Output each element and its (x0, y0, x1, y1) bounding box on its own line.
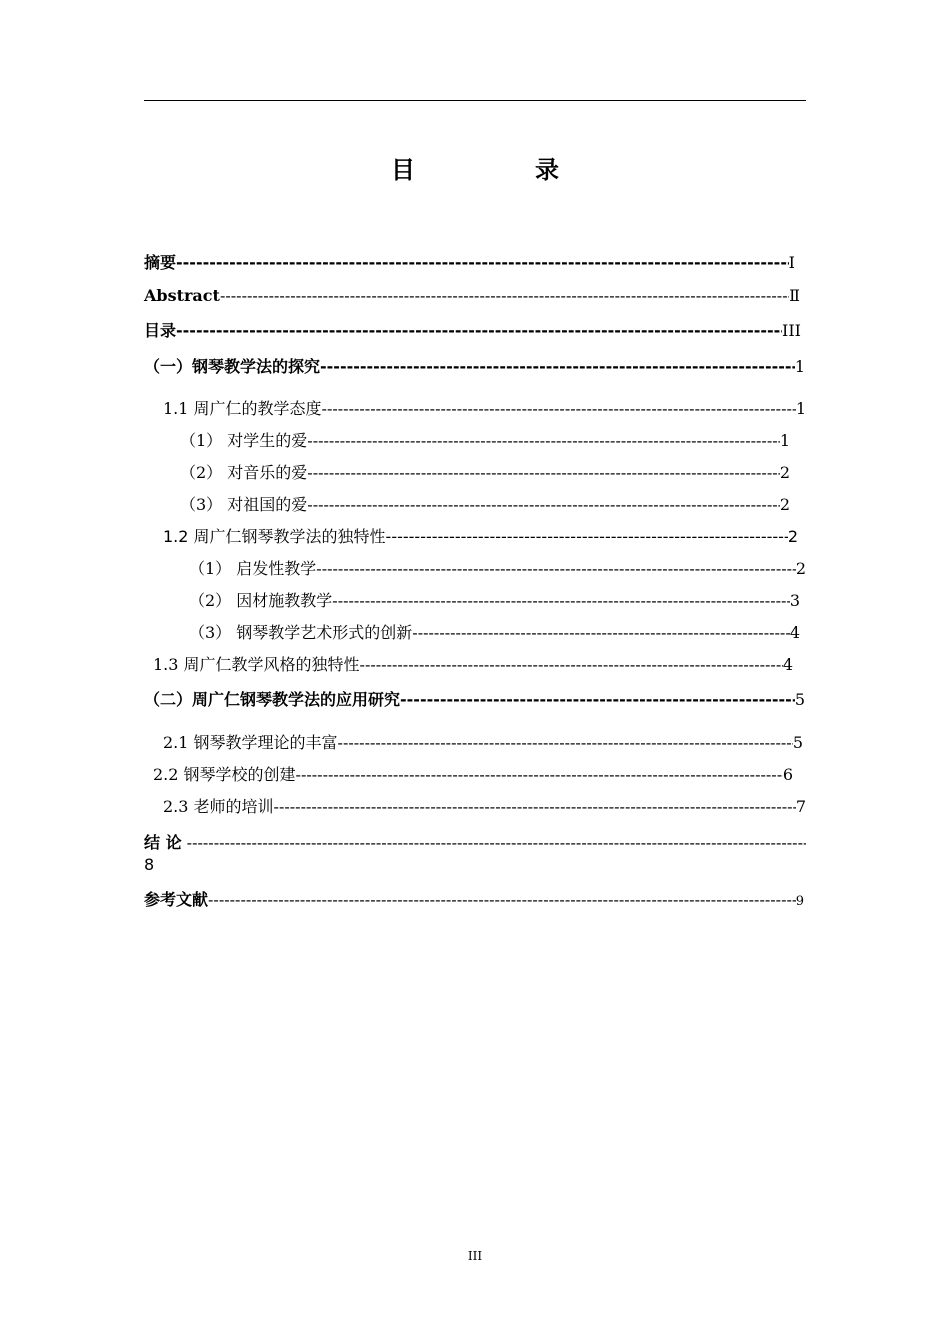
toc-entry-section-2-3[interactable] (163, 797, 806, 817)
toc-page-number: 4 (782, 655, 793, 674)
toc-entry-section-1-1[interactable] (163, 399, 806, 419)
toc-label: 2.2 钢琴学校的创建 (153, 765, 296, 784)
toc-entry-contents[interactable] (144, 321, 801, 341)
toc-page-number: 1 (779, 431, 790, 450)
toc-page-number: 5 (792, 733, 803, 752)
toc-entry-references[interactable] (144, 890, 804, 912)
toc-label: 1.2 周广仁钢琴教学法的独特性 (163, 527, 386, 546)
toc-label: （2） 对音乐的爱 (180, 463, 308, 482)
toc-label: 1.3 周广仁教学风格的独特性 (153, 655, 360, 674)
toc-page-number: III (782, 321, 801, 340)
toc-entry-abstract-cn[interactable] (144, 253, 795, 273)
toc-page-number: Ⅱ (789, 286, 800, 305)
toc-label: 1.1 周广仁的教学态度 (163, 399, 322, 418)
toc-entry-item-1-2-3[interactable] (189, 623, 800, 643)
toc-leader (320, 357, 795, 377)
toc-page-number: 1 (794, 357, 805, 376)
toc-page-number: 7 (795, 797, 806, 816)
toc-label: Abstract (144, 286, 220, 305)
toc-entry-section-2-2[interactable] (153, 765, 793, 785)
toc-page-number: 9 (795, 894, 804, 909)
toc-entry-chapter-2[interactable] (144, 690, 805, 710)
toc-label: 摘要 (144, 253, 177, 272)
toc-label: （二）周广仁钢琴教学法的应用研究 (144, 690, 401, 709)
toc-entry-item-1-1-2[interactable] (180, 463, 790, 483)
toc-leader (176, 321, 782, 341)
toc-label: 2.3 老师的培训 (163, 797, 274, 816)
toc-page-number: 6 (782, 765, 793, 784)
toc-leader (316, 559, 796, 579)
toc-leader (386, 527, 788, 547)
toc-entry-section-1-2[interactable] (163, 527, 798, 547)
toc-leader (332, 591, 790, 611)
toc-page-number: 5 (794, 690, 805, 709)
toc-leader (400, 690, 795, 710)
toc-leader (208, 890, 796, 910)
toc-entry-abstract-en[interactable] (144, 286, 800, 306)
toc-page-number: 1 (795, 399, 806, 418)
toc-leader (220, 286, 789, 306)
toc-entry-conclusion[interactable] (144, 832, 806, 876)
toc-leader (176, 253, 789, 273)
toc-label: （1） 启发性教学 (189, 559, 317, 578)
toc-leader (274, 797, 796, 817)
toc-entry-item-1-1-1[interactable] (180, 431, 790, 451)
toc-label: （3） 钢琴教学艺术形式的创新 (189, 623, 413, 642)
toc-leader (338, 733, 793, 753)
toc-page-number: 4 (789, 623, 800, 642)
toc-entry-section-1-3[interactable] (153, 655, 793, 675)
toc-leader (360, 655, 783, 675)
toc-leader (412, 623, 790, 643)
toc-page-number: 2 (779, 463, 790, 482)
toc-page-number: 2 (787, 527, 798, 546)
toc-leader (307, 495, 780, 515)
toc-label: （一）钢琴教学法的探究 (144, 357, 321, 376)
toc-label: 目录 (144, 321, 177, 340)
toc-page-number: 2 (779, 495, 790, 514)
toc-entry-chapter-1[interactable] (144, 357, 805, 377)
toc-entry-item-1-2-1[interactable] (189, 559, 806, 579)
footer-page-number: III (467, 1249, 483, 1263)
toc-label: （2） 因材施教教学 (189, 591, 333, 610)
toc-page-number: 8 (144, 855, 155, 874)
toc-label: 结 论 (144, 833, 182, 852)
toc-label: 2.1 钢琴教学理论的丰富 (163, 733, 338, 752)
toc-entry-section-2-1[interactable] (163, 733, 803, 753)
toc-entry-item-1-2-2[interactable] (189, 591, 800, 611)
toc-label: （1） 对学生的爱 (180, 431, 308, 450)
toc-entry-item-1-1-3[interactable] (180, 495, 790, 515)
toc-leader (296, 765, 783, 785)
toc-leader (322, 399, 796, 419)
toc-leader (307, 463, 780, 483)
toc-leader (307, 431, 780, 451)
toc-page-number: I (788, 253, 795, 272)
toc-leader (187, 832, 806, 854)
page-title: 目 录 (391, 156, 607, 184)
toc-label: （3） 对祖国的爱 (180, 495, 308, 514)
toc-page-number: 3 (789, 591, 800, 610)
header-rule (144, 100, 806, 101)
toc-label: 参考文献 (144, 890, 209, 909)
toc-page-number: 2 (795, 559, 806, 578)
